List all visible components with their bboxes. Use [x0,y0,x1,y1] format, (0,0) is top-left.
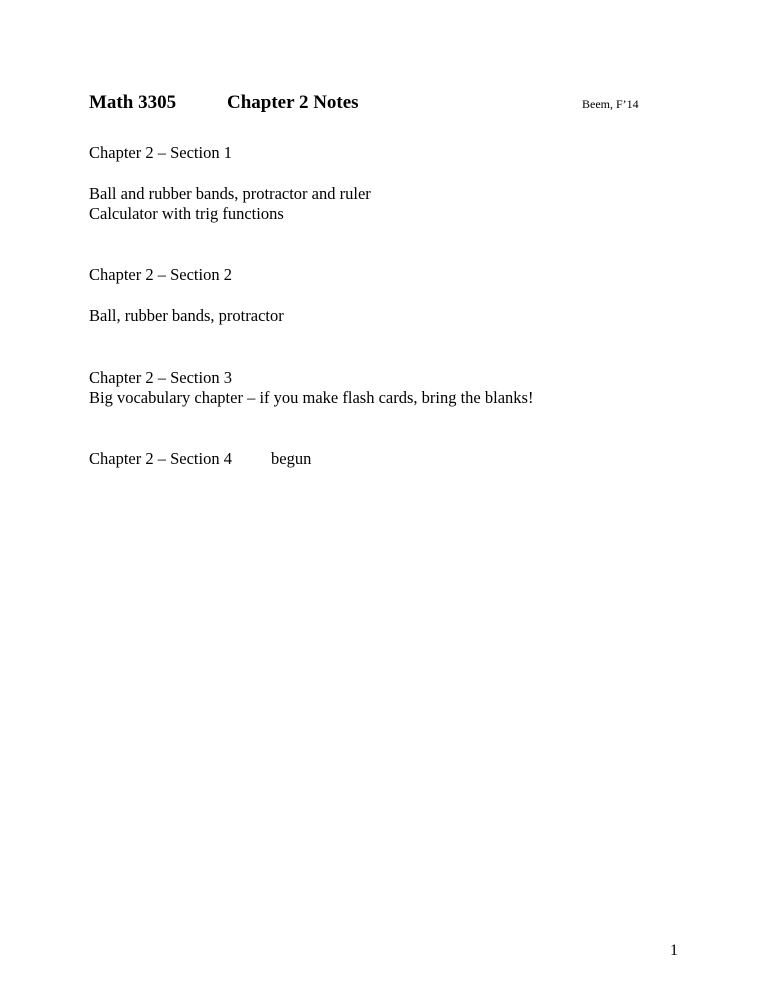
section-4-heading: Chapter 2 – Section 4 [89,449,232,468]
section-1-line-2: Calculator with trig functions [89,204,284,223]
author-term: Beem, F’14 [582,97,639,111]
page-title: Chapter 2 Notes [227,92,359,113]
section-3-line-1: Big vocabulary chapter – if you make flash cards, bring the blanks! [89,388,534,407]
page-number: 1 [670,942,678,959]
section-2-line-1: Ball, rubber bands, protractor [89,306,284,325]
section-1-heading: Chapter 2 – Section 1 [89,143,232,162]
section-3-heading: Chapter 2 – Section 3 [89,368,232,387]
section-1-line-1: Ball and rubber bands, protractor and ruler [89,184,371,203]
section-2-heading: Chapter 2 – Section 2 [89,265,232,284]
section-4-note: begun [271,449,312,468]
course-number: Math 3305 [89,92,177,113]
